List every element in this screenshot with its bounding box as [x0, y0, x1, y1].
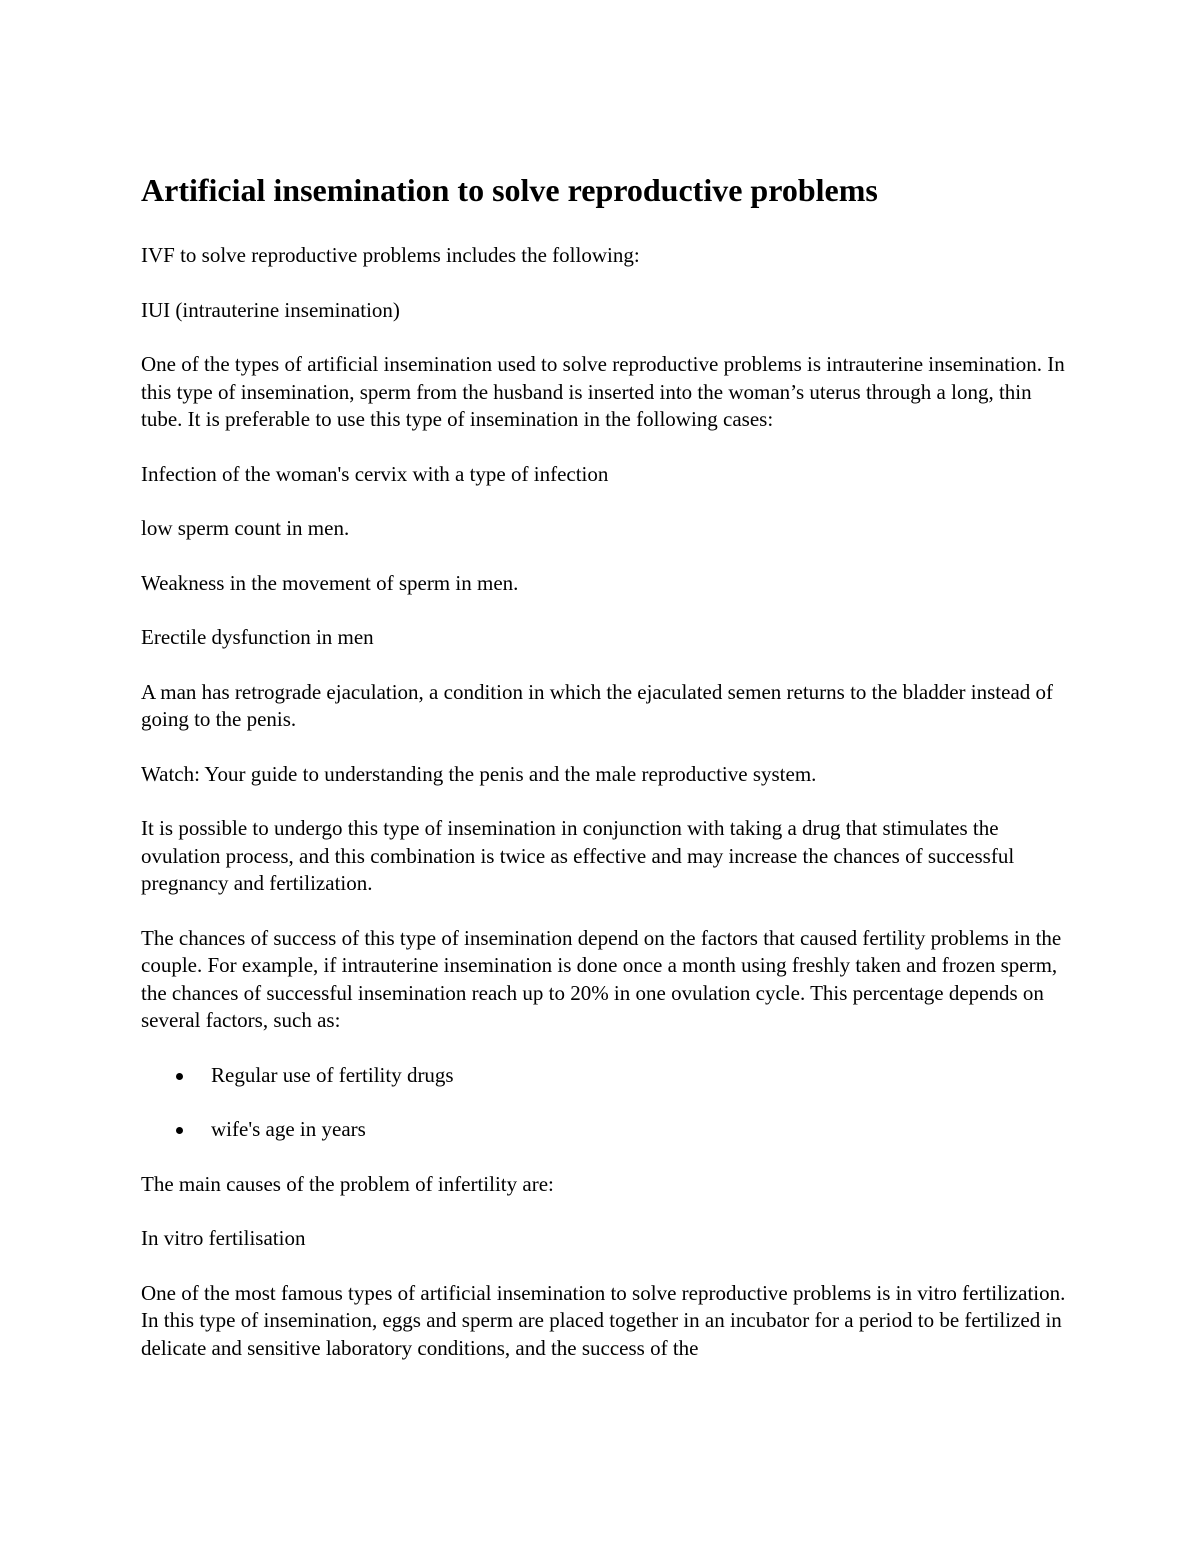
factors-list	[141, 1062, 1071, 1144]
paragraph-intro: IVF to solve reproductive problems includes the following:	[141, 243, 640, 267]
paragraph-ovulation-drug: It is possible to undergo this type of insemination in conjunction with taking a drug that stimulates the ovulation process, and this combination is twice as effective and may increase the chances of successful pregnancy and fertilization.	[141, 816, 1015, 895]
paragraph-ivf-description: One of the most famous types of artificial insemination to solve reproductive problems is in vitro fertilization. In this type of insemination, eggs and sperm are placed together in an incubator for a period to be fertilized in delicate and sensitive laboratory conditions, and the success of the	[141, 1280, 1066, 1360]
paragraph-success-chances: The chances of success of this type of insemination depend on the factors that caused fertility problems in the couple. For example, if intrauterine insemination is done once a month using freshly taken and frozen sperm, the chances of successful insemination reach up to 20% in one ovulation cycle. This percentage depends on several factors, such as:	[141, 925, 1062, 1032]
document-title: Artificial insemination to solve reproductive problems	[141, 172, 878, 208]
paragraph-iui-heading: IUI (intrauterine insemination)	[141, 297, 400, 322]
paragraph-ivf-heading: In vitro fertilisation	[141, 1226, 306, 1250]
list-item	[211, 1116, 1071, 1144]
paragraph-case-cervix-infection: Infection of the woman's cervix with a type of infection	[141, 461, 609, 486]
list-item-text: wife's age in years	[211, 1117, 366, 1141]
document-body	[141, 168, 1071, 1389]
list-item	[211, 1062, 1071, 1090]
list-item-text: Regular use of fertility drugs	[211, 1062, 454, 1087]
paragraph-iui-description: One of the types of artificial insemination used to solve reproductive problems is intrauterine insemination. In this type of insemination, sperm from the husband is inserted into the woman’s uterus through a long, thin tube. It is preferable to use this type of insemination in the following cases:	[141, 352, 1065, 431]
paragraph-case-erectile-dysfunction: Erectile dysfunction in men	[141, 625, 374, 649]
bullet-icon	[176, 1127, 183, 1134]
paragraph-case-sperm-movement: Weakness in the movement of sperm in men.	[141, 570, 519, 595]
paragraph-case-retrograde-ejaculation: A man has retrograde ejaculation, a condition in which the ejaculated semen returns to the bladder instead of going to the penis.	[141, 679, 1054, 731]
paragraph-case-low-sperm-count: low sperm count in men.	[141, 516, 350, 540]
paragraph-main-causes: The main causes of the problem of infertility are:	[141, 1171, 554, 1196]
paragraph-watch-note: Watch: Your guide to understanding the penis and the male reproductive system.	[141, 761, 817, 786]
bullet-icon	[176, 1073, 183, 1080]
